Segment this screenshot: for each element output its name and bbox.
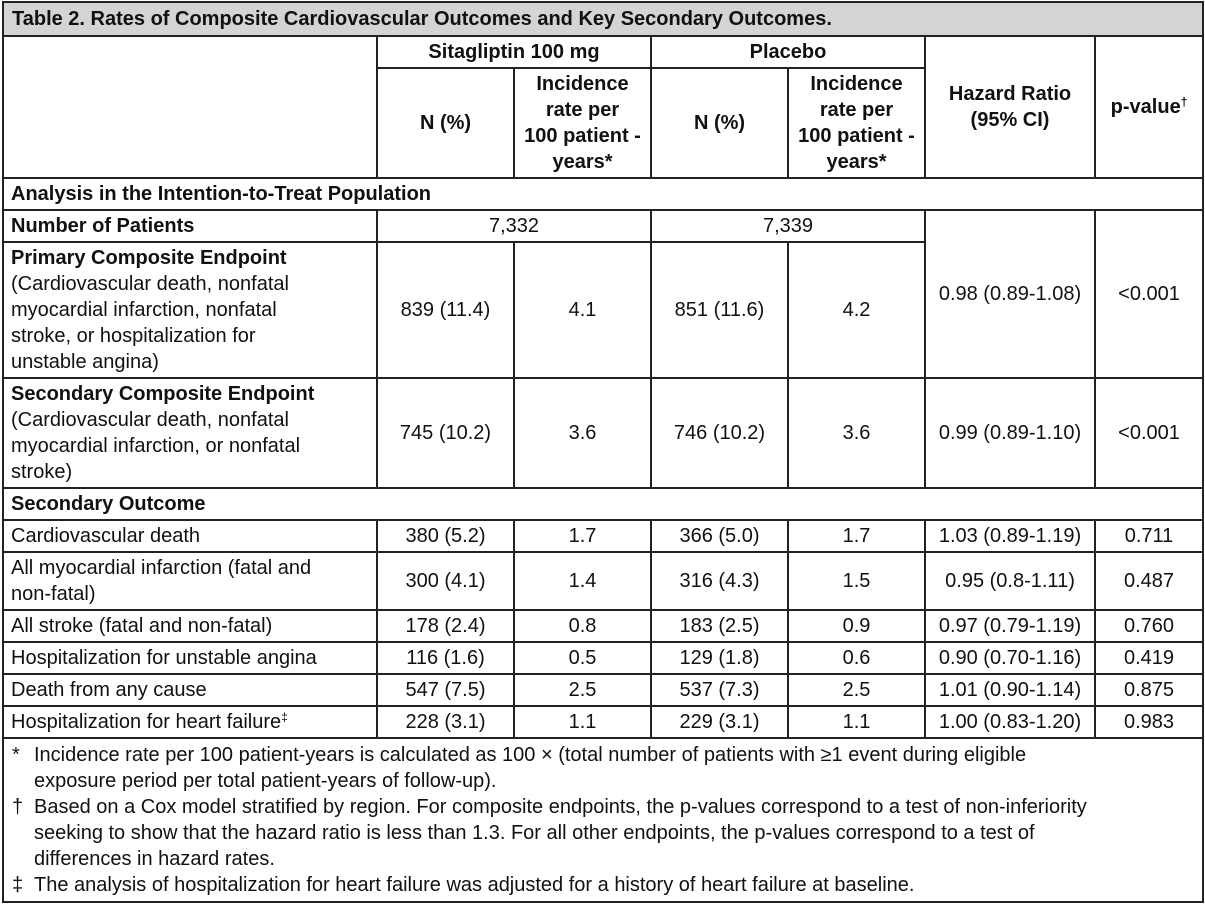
group-header-row [3,36,1203,68]
secondary-composite-p: <0.001 [1095,378,1203,488]
footnote-line: Incidence rate per 100 patient-years is calculated as 100 × (total number of patients with ≥1 event during eligible [34,744,1027,766]
primary-sita-rate: 4.1 [514,242,651,378]
header-hazard-line1: Hazard Ratio [948,83,1072,105]
outcome-label-text: All myocardial infarction (fatal and [11,557,312,579]
patients-sitagliptin: 7,332 [377,210,651,242]
plac-rate: 1.1 [788,706,925,738]
header-pvalue-label: p-value [1110,96,1181,118]
section-row-secondary [3,488,1203,520]
header-placebo: Placebo [651,36,925,68]
primary-endpoint-desc: (Cardiovascular death, nonfatal [11,273,289,295]
plac-n: 537 (7.3) [651,674,788,706]
outcome-label [3,610,377,642]
sita-rate: 1.7 [514,520,651,552]
plac-n: 129 (1.8) [651,642,788,674]
section-row-itt [3,178,1203,210]
patients-row [3,210,1203,242]
primary-plac-rate: 4.2 [788,242,925,378]
p-value: 0.487 [1095,552,1203,610]
header-incidence-line: rate per [545,99,620,121]
p-value: 0.711 [1095,520,1203,552]
outcome-label-text: Hospitalization for heart failure [11,711,282,733]
table-row [3,520,1203,552]
secondary-composite-label [3,378,377,488]
footnote-mark: * [12,744,20,766]
outcome-label-text: Death from any cause [11,679,207,701]
secondary-composite-row [3,378,1203,488]
header-pvalue [1095,36,1203,178]
header-incidence-line: years* [826,151,887,173]
secondary-composite-desc: myocardial infarction, or nonfatal [11,435,301,457]
header-incidence-line: 100 patient - [798,125,915,147]
section-label-secondary: Secondary Outcome [3,488,1203,520]
secondary-composite-desc: (Cardiovascular death, nonfatal [11,409,289,431]
footnote [12,872,1194,898]
footnote-text [34,742,1194,794]
p-value: 0.983 [1095,706,1203,738]
table-row [3,642,1203,674]
results-table-container [2,1,1202,903]
footnote-line: seeking to show that the hazard ratio is less than 1.3. For all other endpoints, the p-values correspond to a test of [34,822,1035,844]
sita-n: 380 (5.2) [377,520,514,552]
header-incidence-line: rate per [819,99,894,121]
p-value: 0.875 [1095,674,1203,706]
p-value: 0.760 [1095,610,1203,642]
sita-n: 228 (3.1) [377,706,514,738]
secondary-composite-hr: 0.99 (0.89-1.10) [925,378,1095,488]
plac-n: 229 (3.1) [651,706,788,738]
footnote-line: The analysis of hospitalization for heart failure was adjusted for a history of heart failure at baseline. [34,874,915,896]
plac-n: 316 (4.3) [651,552,788,610]
outcome-label [3,642,377,674]
outcome-label-text: All stroke (fatal and non-fatal) [11,615,273,637]
header-hazard-line2: (95% CI) [970,109,1050,131]
secondary-composite-sita-n: 745 (10.2) [377,378,514,488]
footnote-mark: ‡ [281,710,288,724]
header-incidence-line: 100 patient - [524,125,641,147]
secondary-composite-desc: stroke) [11,461,73,483]
table-row [3,674,1203,706]
sita-rate: 1.1 [514,706,651,738]
hazard-ratio: 0.95 (0.8-1.11) [925,552,1095,610]
footnote [12,742,1194,794]
table-row [3,706,1203,738]
header-incidence-line: Incidence [536,73,629,95]
plac-rate: 0.6 [788,642,925,674]
plac-rate: 0.9 [788,610,925,642]
footnote-line: exposure period per total patient-years of follow-up). [34,770,497,792]
footnote-mark: ‡ [12,874,24,896]
plac-rate: 1.7 [788,520,925,552]
header-incidence-line: years* [552,151,613,173]
secondary-composite-title: Secondary Composite Endpoint [11,383,315,405]
outcome-label-text: non-fatal) [11,583,96,605]
plac-n: 366 (5.0) [651,520,788,552]
header-blank-cell [3,36,377,178]
sita-rate: 1.4 [514,552,651,610]
outcome-label [3,706,377,738]
results-table [2,1,1204,903]
header-sita-n: N (%) [377,68,514,178]
secondary-composite-plac-rate: 3.6 [788,378,925,488]
primary-p: <0.001 [1095,210,1203,378]
footnote-mark: † [12,796,24,818]
plac-rate: 2.5 [788,674,925,706]
primary-endpoint-desc: unstable angina) [11,351,159,373]
primary-endpoint-label [3,242,377,378]
table-row [3,552,1203,610]
header-sitagliptin: Sitagliptin 100 mg [377,36,651,68]
outcome-label-text: Hospitalization for unstable angina [11,647,317,669]
sita-n: 547 (7.5) [377,674,514,706]
outcome-label [3,520,377,552]
primary-plac-n: 851 (11.6) [651,242,788,378]
table-row [3,610,1203,642]
footnote-line: Based on a Cox model stratified by region. For composite endpoints, the p-values correspond to a test of non-inferiority [34,796,1087,818]
header-pvalue-mark: † [1180,95,1188,109]
primary-hr: 0.98 (0.89-1.08) [925,210,1095,378]
header-hazard-ratio [925,36,1095,178]
sita-rate: 0.5 [514,642,651,674]
outcome-label [3,674,377,706]
plac-rate: 1.5 [788,552,925,610]
footnote-text [34,872,1194,898]
sita-n: 178 (2.4) [377,610,514,642]
primary-sita-n: 839 (11.4) [377,242,514,378]
sita-rate: 0.8 [514,610,651,642]
footnotes [3,738,1203,902]
table-title-row [3,2,1203,36]
primary-endpoint-title: Primary Composite Endpoint [11,247,287,269]
hazard-ratio: 0.97 (0.79-1.19) [925,610,1095,642]
outcome-label [3,552,377,610]
hazard-ratio: 1.01 (0.90-1.14) [925,674,1095,706]
sita-rate: 2.5 [514,674,651,706]
primary-endpoint-desc: myocardial infarction, nonfatal [11,299,277,321]
patients-label: Number of Patients [3,210,377,242]
p-value: 0.419 [1095,642,1203,674]
sita-n: 300 (4.1) [377,552,514,610]
header-plac-n: N (%) [651,68,788,178]
footnote [12,794,1194,872]
hazard-ratio: 0.90 (0.70-1.16) [925,642,1095,674]
footnote-line: differences in hazard rates. [34,848,275,870]
patients-placebo: 7,339 [651,210,925,242]
footnotes-row [3,738,1203,902]
sita-n: 116 (1.6) [377,642,514,674]
header-incidence-line: Incidence [810,73,903,95]
primary-endpoint-desc: stroke, or hospitalization for [11,325,256,347]
hazard-ratio: 1.03 (0.89-1.19) [925,520,1095,552]
footnote-text [34,794,1194,872]
header-sita-incidence [514,68,651,178]
secondary-composite-sita-rate: 3.6 [514,378,651,488]
outcome-label-text: Cardiovascular death [11,525,200,547]
hazard-ratio: 1.00 (0.83-1.20) [925,706,1095,738]
header-plac-incidence [788,68,925,178]
table-title: Table 2. Rates of Composite Cardiovascular Outcomes and Key Secondary Outcomes. [3,2,1203,36]
section-label-itt: Analysis in the Intention-to-Treat Population [3,178,1203,210]
plac-n: 183 (2.5) [651,610,788,642]
secondary-composite-plac-n: 746 (10.2) [651,378,788,488]
